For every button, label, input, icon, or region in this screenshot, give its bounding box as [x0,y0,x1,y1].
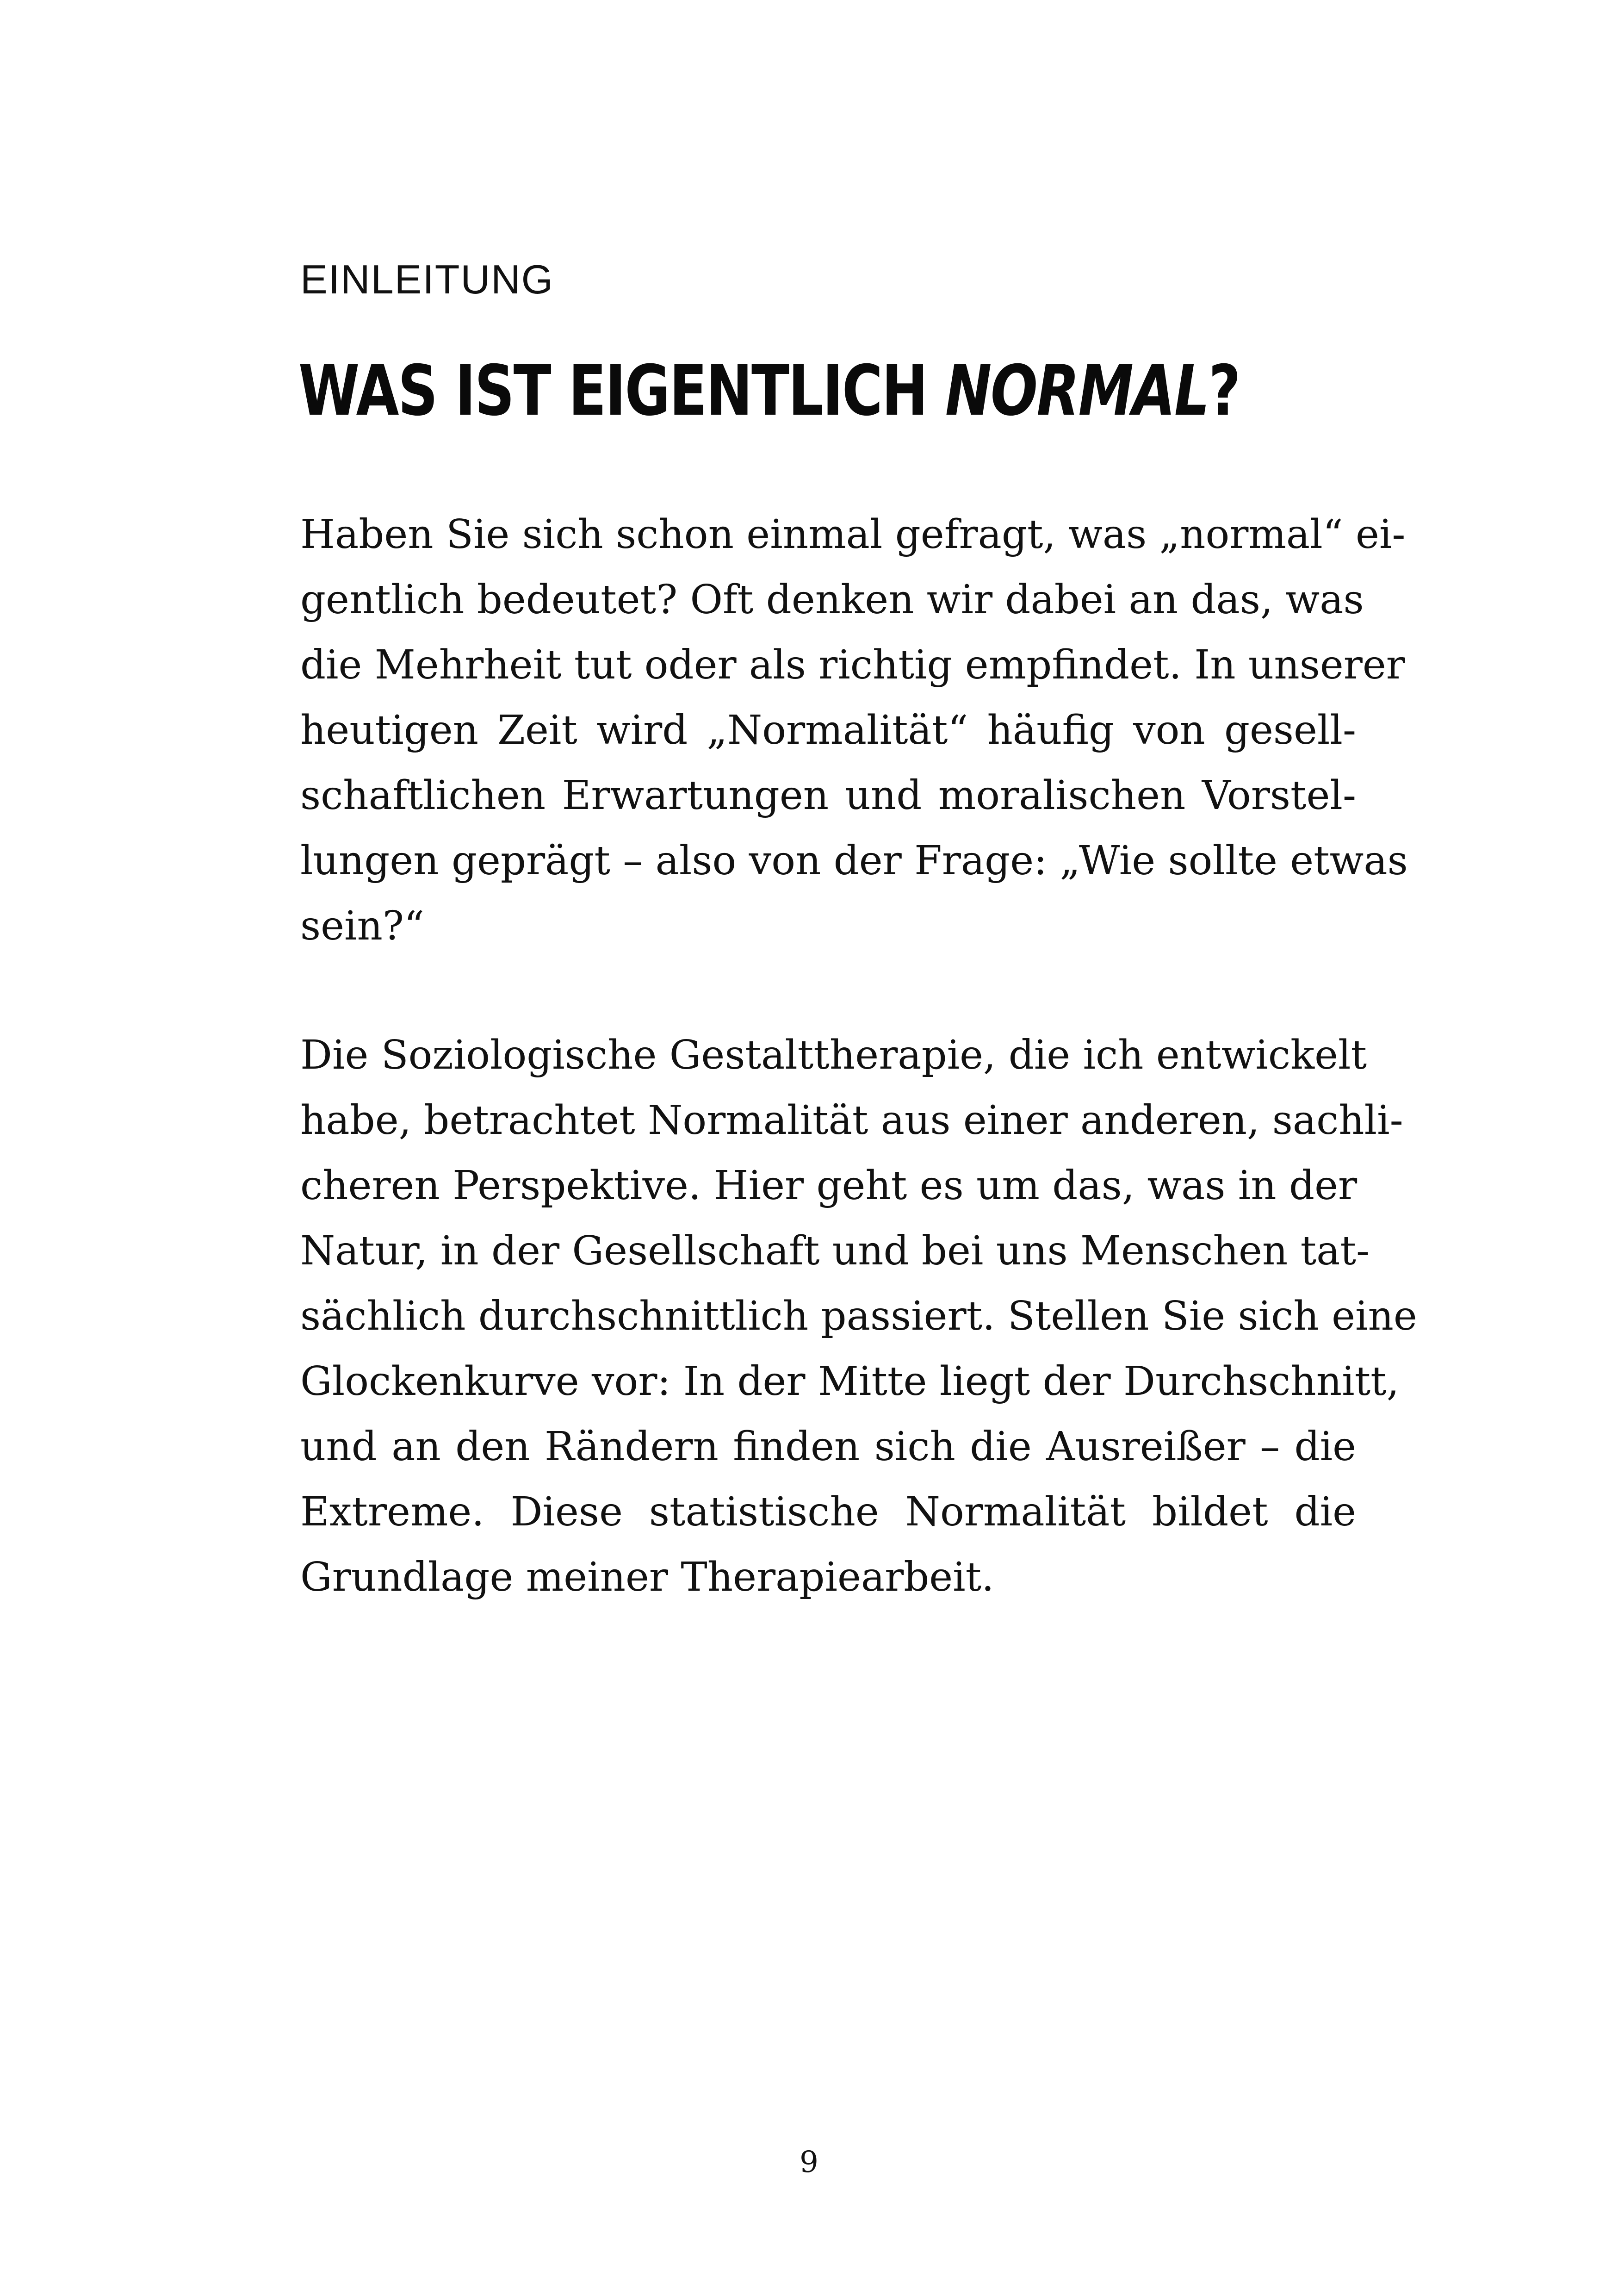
text-line: Extreme. Diese statistische Normalität bildet die [300,1489,1356,1535]
chapter-kicker: EINLEITUNG [300,256,554,302]
chapter-title-main: WAS IST EIGENTLICH [298,351,945,431]
chapter-title-end: ? [1209,351,1240,431]
text-line: cheren Perspektive. Hier geht es um das, was in der [300,1163,1358,1209]
text-line: Glockenkurve vor: In der Mitte liegt der Durchschnitt, [300,1358,1400,1405]
text-line: lungen geprägt – also von der Frage: „Wie sollte etwas [300,838,1408,884]
text-line: Natur, in der Gesellschaft und bei uns Menschen tat- [300,1228,1370,1274]
text-line: Haben Sie sich schon einmal gefragt, was „normal“ ei- [300,511,1406,558]
text-line: Die Soziologische Gestalttherapie, die ich entwickelt [300,1032,1367,1078]
text-line: die Mehrheit tut oder als richtig empfindet. In unserer [300,642,1405,688]
chapter-title-emphasis: NORMAL [945,351,1209,431]
text-line: Grundlage meiner Therapiearbeit. [300,1554,994,1600]
text-line: und an den Rändern finden sich die Ausreißer – die [300,1424,1356,1470]
text-line: habe, betrachtet Normalität aus einer anderen, sachli- [300,1097,1403,1144]
text-line: sächlich durchschnittlich passiert. Stellen Sie sich eine [300,1293,1417,1339]
text-line: schaftlichen Erwartungen und moralischen Vorstel- [300,772,1356,819]
chapter-title [298,351,1240,431]
paragraph-2 [300,1023,1417,1610]
text-line: gentlich bedeutet? Oft denken wir dabei an das, was [300,577,1364,623]
paragraph-1 [300,502,1408,959]
page-number: 9 [800,2145,818,2179]
text-line: sein?“ [300,903,424,949]
text-line: heutigen Zeit wird „Normalität“ häufig von gesell- [300,707,1356,753]
